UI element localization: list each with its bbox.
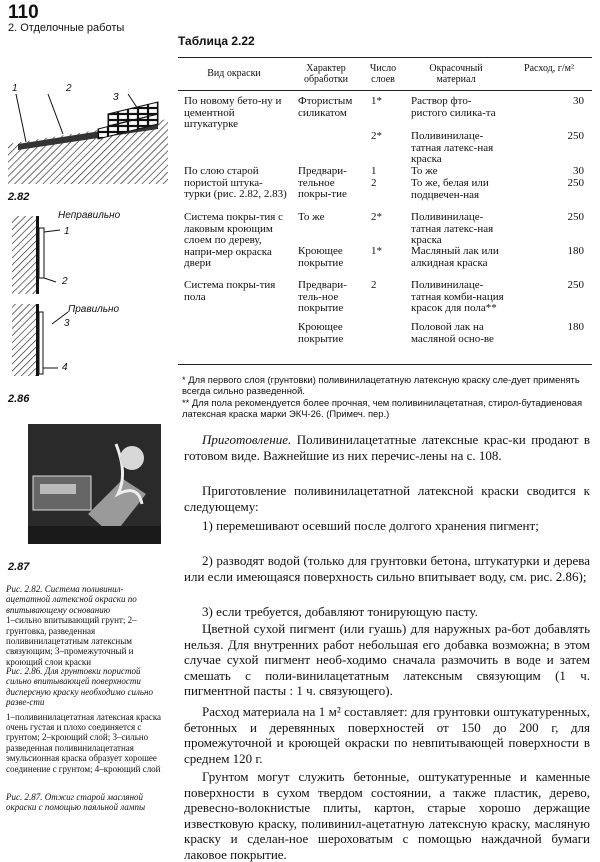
table-cell: Кроющее покрытие bbox=[298, 321, 344, 345]
fig286-right-label: Правильно bbox=[68, 304, 120, 315]
table-cell: 1* bbox=[371, 245, 382, 257]
table-row: По новому бето-ну и цементной штукатурке bbox=[184, 95, 282, 130]
figure-2-82-number: 2.82 bbox=[8, 191, 30, 203]
table-cell: 250 bbox=[567, 177, 584, 189]
table-cell: Масляный лак или алкидная краска bbox=[411, 245, 499, 269]
caption-2-86-title: Рис. 2.86. Для грунтовки пористой сильно впитывающей поверхности дисперсную краску необходимо сильно разве-сти bbox=[6, 666, 153, 708]
table-cell: Предвари-тельное покры-тие bbox=[298, 165, 347, 200]
table-row: Система покры-тия пола bbox=[184, 279, 276, 303]
table-cell: Предвари-тель-ное покрытие bbox=[298, 279, 347, 314]
table-cell: 250 bbox=[567, 130, 584, 142]
fig282-label-2: 2 bbox=[66, 83, 72, 94]
table-cell: То же bbox=[411, 165, 438, 177]
table-cell: 2 bbox=[371, 279, 377, 291]
table-cell: 30 bbox=[573, 95, 584, 107]
caption-2-82 bbox=[6, 584, 166, 667]
col-header-consumption: Расход, г/м² bbox=[524, 63, 574, 74]
caption-2-86-legend: 1–поливинилацетатная латексная краска очень густая и плохо соединяется с грунтом; 2–кроющий слой; 3–сильно разведенная поливинилацетатная эмульсионная краска образует хорошее соединение с грунтом; 4–кроющий слой bbox=[6, 711, 162, 774]
table-cell: Раствор фто-ристого силика-та bbox=[411, 95, 496, 119]
table-footnote-1: * Для первого слоя (грунтовки) поливинилацетатную латексную краску сле-дует применять всегда сильно разведенной. bbox=[182, 374, 580, 396]
fig286-wrong-label: Неправильно bbox=[58, 210, 121, 221]
table-cell: Поливинилаце-татная латекс-ная краска bbox=[411, 130, 494, 165]
section-title: 2. Отделочные работы bbox=[8, 22, 125, 34]
figure-2-87-number: 2.87 bbox=[8, 561, 30, 573]
caption-2-82-title: Рис. 2.82. Система поливинил-ацетатной латексной окраски по впитывающему основанию bbox=[6, 584, 137, 615]
paragraph-lead: Приготовление. bbox=[202, 432, 292, 447]
table-cell: Кроющее покрытие bbox=[298, 245, 344, 269]
table-cell: Фтористым силикатом bbox=[298, 95, 353, 119]
paragraph-text: Поливинилацетатные латексные крас-ки продают в готовом виде. Важнейшие из них перечис-лены на с. 108. bbox=[184, 432, 590, 463]
table-cell: То же, белая или подцвечен-ная bbox=[411, 177, 489, 201]
paragraph-preparation bbox=[184, 432, 590, 463]
fig286-label-3: 3 bbox=[64, 318, 70, 329]
table-row: По слою старой пористой штука-турки (рис. 2.82, 2.83) bbox=[184, 165, 287, 200]
table-cell: 180 bbox=[567, 321, 584, 333]
col-header-char: Характер обработки bbox=[303, 63, 349, 85]
table-cell: Поливинилаце-татная латекс-ная краска bbox=[411, 211, 494, 246]
table-cell: Половой лак на масляной осно-ве bbox=[411, 321, 494, 345]
table-cell: 250 bbox=[567, 279, 584, 291]
list-item: 1) перемешивают осевший после долгого хранения пигмент; bbox=[202, 518, 539, 533]
table-cell: 1* bbox=[371, 95, 382, 107]
figure-2-87-photo bbox=[28, 424, 161, 544]
table-cell: 180 bbox=[567, 245, 584, 257]
paragraph-substrate: Грунтом могут служить бетонные, оштукатуренные и каменные поверхности в сухом твердом состоянии, а также пластик, дерево, древесно-волокнистые плиты, картон, старые хорошо держащие известковую краску, поливинил-ацетатную латексную краску, масляную краску и сделан-ное шероховатым с помощью наждачной бумаги лаковое покрытие. bbox=[184, 769, 590, 862]
fig282-label-3: 3 bbox=[113, 92, 119, 103]
table-cell: 2* bbox=[371, 211, 382, 223]
caption-2-82-legend: 1–сильно впитывающий грунт; 2–грунтовка, разведенная поливинилацетатным латексным связующим; 3–промежуточный и кроющий слои краски bbox=[6, 615, 137, 667]
list-item: 2) разводят водой (только для грунтовки бетона, штукатурки и дерева или если имеющаяся поверхность сильно впитывает воду, см. рис. 2.86); bbox=[184, 553, 590, 584]
col-header-layers: Число слоев bbox=[369, 63, 397, 85]
caption-2-87-title: Рис. 2.87. Отжиг старой масляной окраски с помощью паяльной лампы bbox=[6, 792, 146, 813]
table-cell: 250 bbox=[567, 211, 584, 223]
caption-2-86 bbox=[6, 666, 166, 774]
paragraph-pigment: Цветной сухой пигмент (или гуашь) для наружных ра-бот добавлять нельзя. Для внутренних работ небольшая его добавка возможна; в этом случае сухой пигмент необ-ходимо сначала размочить в воде и затем смешать с поли-винилацетатным латексным связующим (1 ч. пигментной пасты : 1 ч. связующего). bbox=[184, 621, 590, 698]
list-item: 3) если требуется, добавляют тонирующую пасту. bbox=[202, 604, 478, 619]
paragraph-consumption: Расход материала на 1 м² составляет: для грунтовки оштукатуренных, бетонных и деревянных поверхностей от 150 до 200 г, для промежуточной и кроющей окраски по невпитывающей поверхности в среднем 120 г. bbox=[184, 704, 590, 766]
col-header-type: Вид окраски bbox=[207, 68, 261, 79]
table-title: Таблица 2.22 bbox=[178, 34, 255, 48]
fig286-label-4: 4 bbox=[62, 362, 68, 373]
table-cell: 2* bbox=[371, 130, 382, 142]
figure-2-86-drawing bbox=[8, 212, 148, 377]
fig282-label-1: 1 bbox=[12, 83, 18, 94]
page-number: 110 bbox=[8, 2, 39, 23]
fig286-label-1: 1 bbox=[64, 226, 70, 237]
table-cell: То же bbox=[298, 211, 325, 223]
table-footnote-2: ** Для пола рекомендуется более прочная, чем поливинилацетатная, стирол-бутадиеновая латексная краска марки ЭКЧ-26. (Примеч. пер.) bbox=[182, 397, 583, 419]
table-cell: 2 bbox=[371, 177, 377, 189]
table-cell: 30 bbox=[573, 165, 584, 177]
paragraph-procedure: Приготовление поливинилацетатной латексной краски сводится к следующему: bbox=[184, 483, 590, 514]
figure-2-86-number: 2.86 bbox=[8, 393, 30, 405]
fig286-label-2: 2 bbox=[62, 276, 68, 287]
table-cell: Поливинилаце-татная комби-нация красок для пола** bbox=[411, 279, 504, 314]
figure-2-82-drawing bbox=[8, 84, 168, 184]
col-header-material: Окрасочный материал bbox=[429, 63, 483, 85]
table-row: Система покры-тия с лаковым кроющим слоем по дереву, напри-мер окраска двери bbox=[184, 211, 283, 269]
table-cell: 1 bbox=[371, 165, 377, 177]
caption-2-87 bbox=[6, 792, 166, 813]
